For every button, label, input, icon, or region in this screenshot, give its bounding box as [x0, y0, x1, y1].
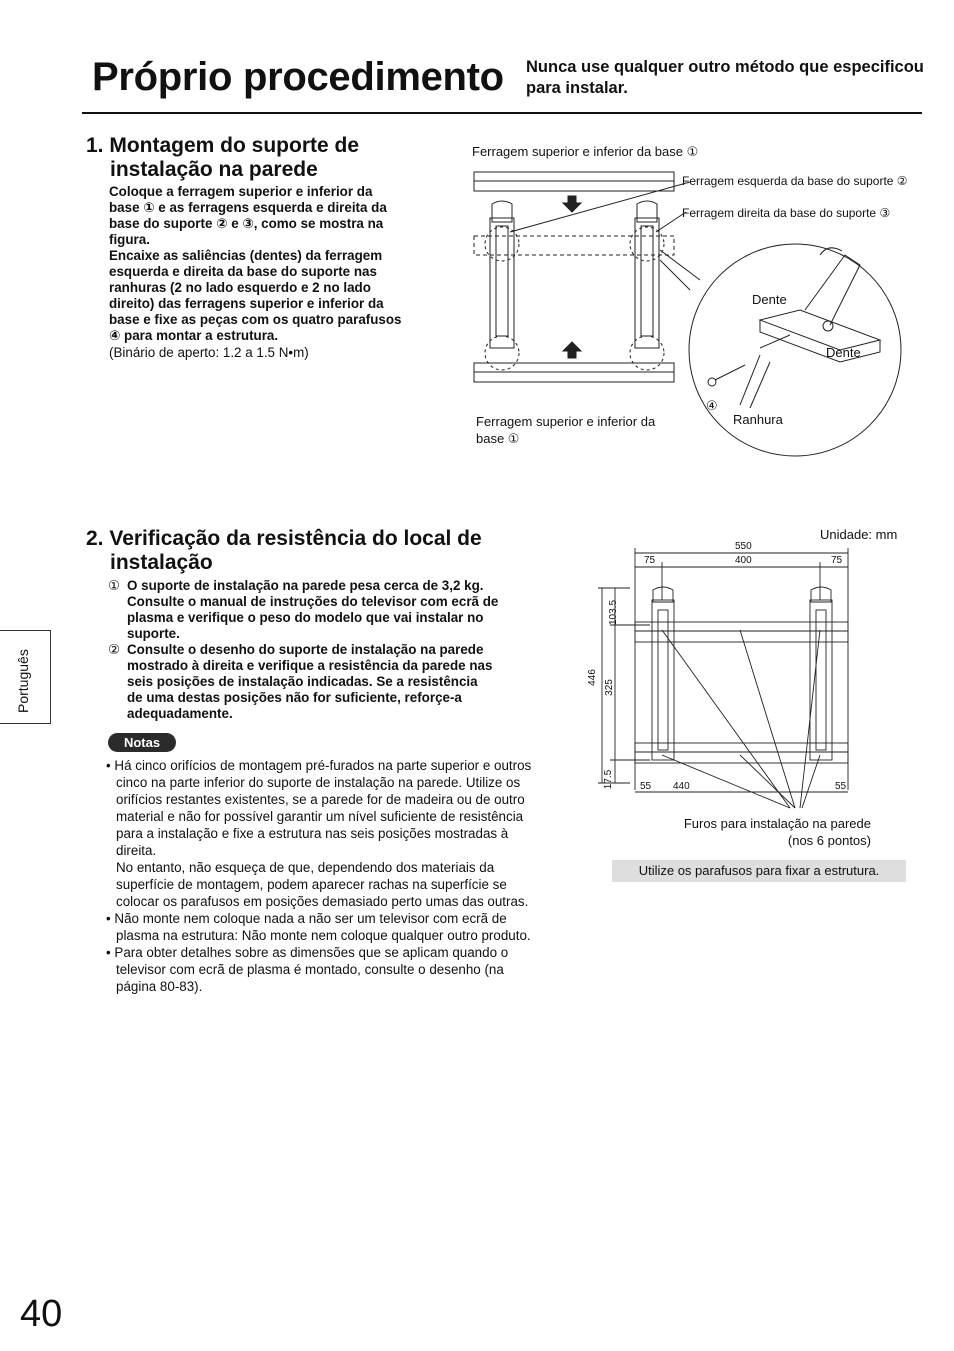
item2-line: mostrado à direita e verifique a resistência da parede nas	[127, 658, 493, 673]
item1-line: O suporte de instalação na parede pesa cerca de 3,2 kg.	[127, 578, 484, 593]
language-tab	[0, 630, 51, 724]
dim-55-left: 55	[640, 781, 652, 792]
fig1-label-left: Ferragem esquerda da base do suporte ②	[682, 174, 908, 188]
section1-line: esquerda e direita da base do suporte nas	[109, 264, 377, 279]
dim-75-right: 75	[831, 555, 843, 566]
language-label: Português	[15, 649, 31, 713]
dim-446: 446	[586, 669, 598, 686]
note-item: No entanto, não esqueça de que, dependendo dos materiais da superfície de montagem, podem aparecer rachas na superfície se colocar os parafusos em posições demasiado perto umas das outras.	[116, 860, 529, 909]
section1-line: ④ para montar a estrutura.	[109, 328, 279, 343]
item1-line: Consulte o manual de instruções do televisor com ecrã de	[127, 594, 499, 609]
page-number: 40	[20, 1293, 63, 1335]
unit-label: Unidade: mm	[820, 527, 898, 542]
section1-line: figura.	[109, 232, 150, 247]
dim-103-5: 103.5	[608, 599, 620, 626]
section1-line: base do suporte ② e ③, como se mostra na	[109, 216, 384, 231]
section1-heading	[86, 134, 446, 182]
section2-heading-line1: 2. Verificação da resistência do local de	[86, 527, 482, 550]
dim-550: 550	[735, 541, 752, 552]
section1-body	[109, 184, 439, 344]
assembly-diagram	[460, 160, 920, 460]
note-item: • Para obter detalhes sobre as dimensões que se aplicam quando o televisor com ecrã de plasma é montado, consulte o desenho (na página 80-83).	[106, 945, 509, 994]
section1-line: base e fixe as peças com os quatro parafusos	[109, 312, 402, 327]
fig1-label-dente2: Dente	[826, 345, 861, 360]
page-title: Próprio procedimento	[92, 55, 504, 99]
notes-badge: Notas	[108, 733, 176, 752]
section2-item2	[108, 642, 548, 722]
item2-line: seis posições de instalação indicadas. Se a resistência	[127, 674, 478, 689]
section1-line: Coloque a ferragem superior e inferior da	[109, 184, 373, 199]
item1-line: suporte.	[127, 626, 180, 641]
dim-55-right: 55	[835, 781, 847, 792]
item1-number: ①	[108, 578, 121, 593]
section1-line: Encaixe as saliências (dentes) da ferragem	[109, 248, 383, 263]
dim-440: 440	[673, 781, 690, 792]
item2-line: adequadamente.	[127, 706, 233, 721]
fig1-label-bottom-line2: base ①	[476, 431, 520, 446]
item2-line: de uma destas posições não for suficiente, reforçe-a	[127, 690, 462, 705]
holes-label	[663, 815, 871, 849]
fig1-label-dente1: Dente	[752, 292, 787, 307]
figure2-caption: Utilize os parafusos para fixar a estrutura.	[612, 860, 906, 882]
section1-heading-line2: instalação na parede	[110, 158, 318, 181]
dim-17-5: 17.5	[603, 769, 615, 790]
section2-item1	[108, 578, 548, 642]
item2-number: ②	[108, 642, 121, 657]
fig1-label-bottom-line1: Ferragem superior e inferior da	[476, 414, 656, 429]
dim-325: 325	[603, 679, 615, 696]
notes-list	[106, 757, 546, 995]
fig1-label-top: Ferragem superior e inferior da base ①	[472, 144, 699, 159]
section2-heading	[86, 527, 556, 575]
item1-line: plasma e verifique o peso do modelo que vai instalar no	[127, 610, 484, 625]
fig1-label-ranhura: Ranhura	[733, 412, 783, 427]
holes-label-line2: (nos 6 pontos)	[787, 833, 871, 848]
note-item: • Não monte nem coloque nada a não ser um televisor com ecrã de plasma na estrutura: Não monte nem coloque qualquer outro produto.	[106, 911, 531, 943]
section1-line: direito) das ferragens superior e inferior da	[109, 296, 384, 311]
fig1-label-screw: ④	[706, 398, 718, 413]
dim-400: 400	[735, 555, 752, 566]
dimension-diagram	[590, 540, 870, 815]
item2-line: Consulte o desenho do suporte de instalação na parede	[127, 642, 484, 657]
dim-75-left: 75	[644, 555, 656, 566]
section2-heading-line2: instalação	[110, 551, 213, 574]
holes-label-line1: Furos para instalação na parede	[683, 816, 871, 831]
section1-heading-line1: 1. Montagem do suporte de	[86, 134, 360, 157]
fig1-label-right: Ferragem direita da base do suporte ③	[682, 206, 891, 220]
note-item: • Há cinco orifícios de montagem pré-furados na parte superior e outros cinco na parte inferior do suporte de instalação na parede. Utilize os orifícios restantes existentes, se a parede for de madeira ou de outro material e não for possível garantir um nível suficiente de resistência para a instalação e fixe a estrutura nas seis posições mostradas à direita.	[106, 758, 532, 858]
section1-line: ranhuras (2 no lado esquerdo e 2 no lado	[109, 280, 371, 295]
header-rule	[82, 112, 922, 114]
section1-line: base ① e as ferragens esquerda e direita da	[109, 200, 387, 215]
page-subtitle: Nunca use qualquer outro método que especificou para instalar.	[526, 58, 924, 97]
torque-note: (Binário de aperto: 1.2 a 1.5 N•m)	[109, 345, 309, 360]
